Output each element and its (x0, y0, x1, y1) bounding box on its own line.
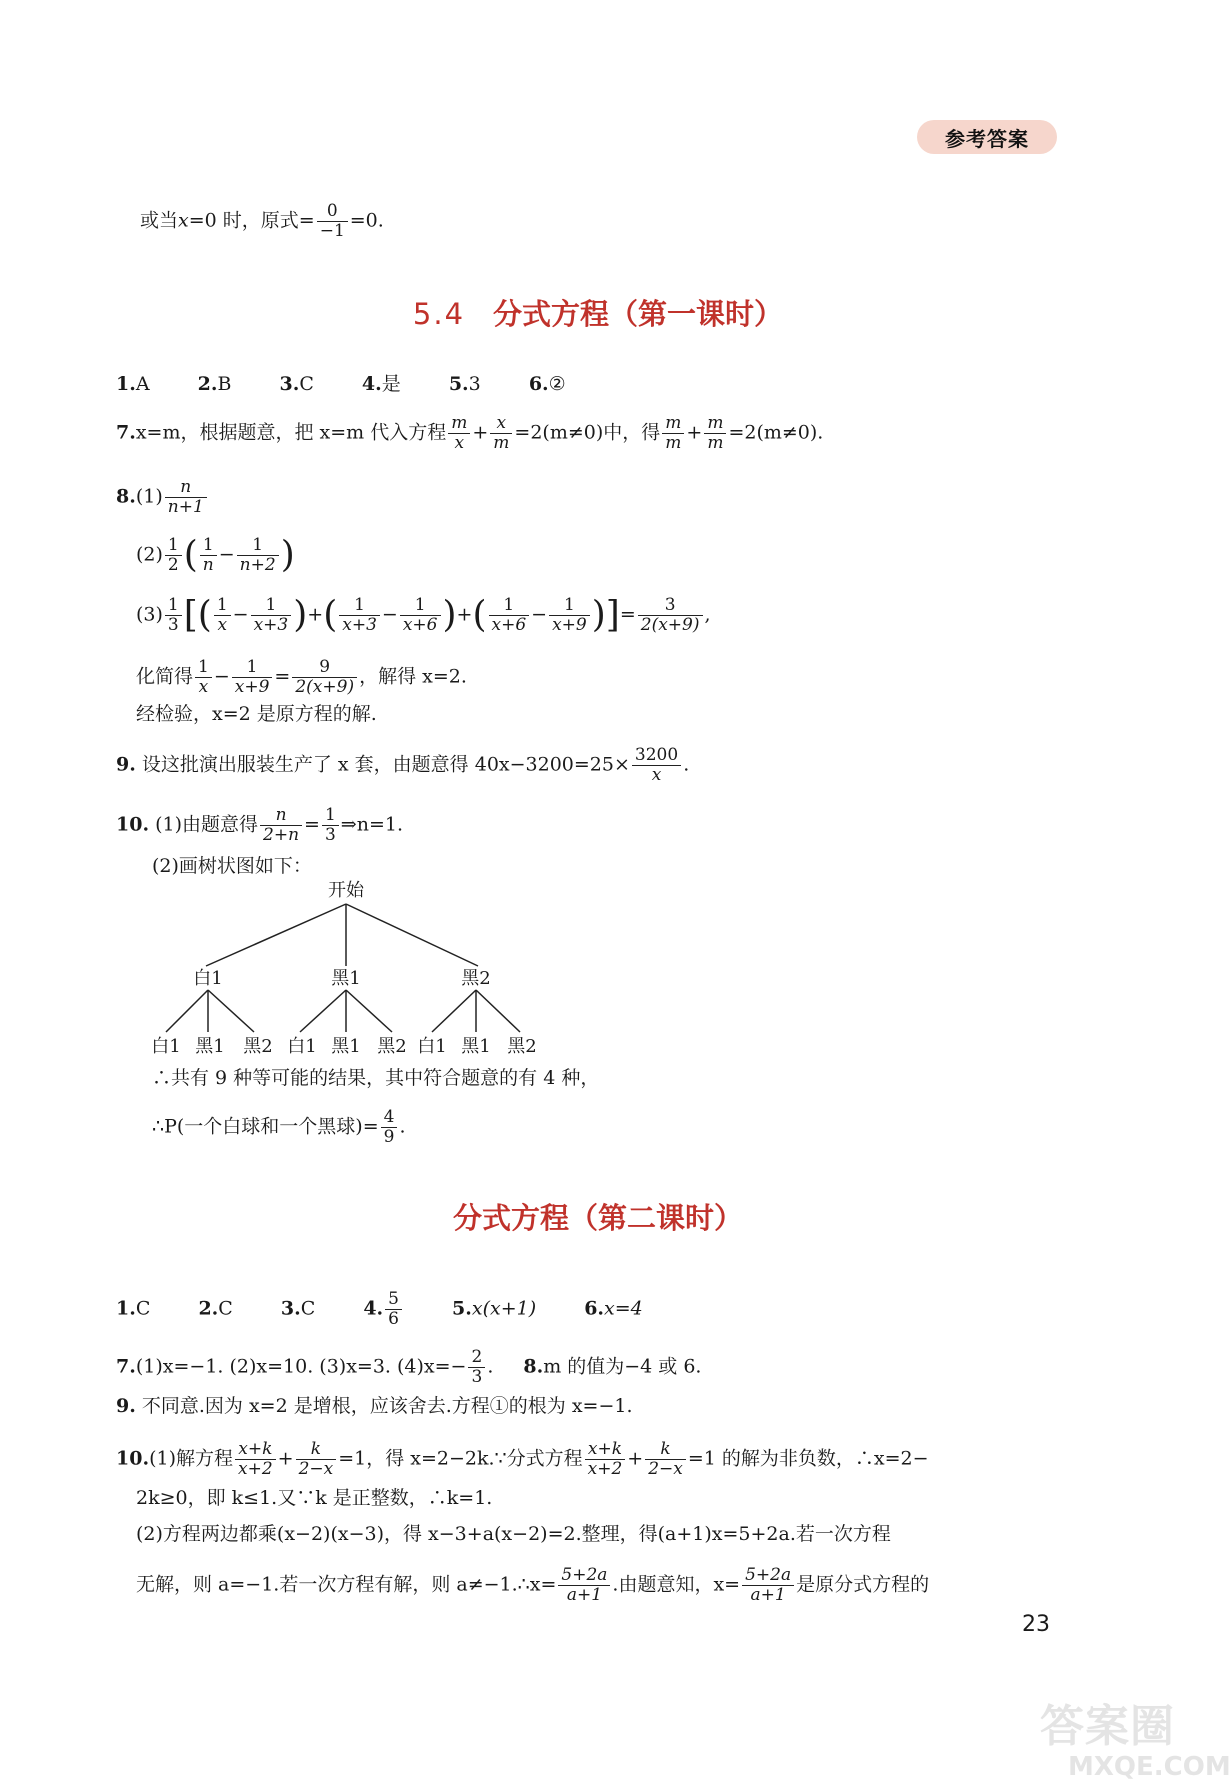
tree-leaf: 黑1 (195, 1036, 225, 1057)
q10-frac2 (296, 1440, 337, 1479)
plus-sign: + (686, 421, 703, 444)
frac-den: n (202, 555, 214, 575)
q-num: 9. (116, 1395, 136, 1417)
frac-num: 1 (232, 658, 273, 678)
frac-num: x (490, 414, 512, 434)
right-paren: ) (591, 594, 606, 636)
q-num: 2. (198, 1297, 219, 1320)
section-title-5-4 (0, 292, 1196, 333)
q8-text: m 的值为−4 或 6. (543, 1355, 702, 1378)
q10-g2 (742, 1566, 794, 1605)
q10-text: 无解，则 a=−1.若一次方程有解，则 a≠−1.∴x= (136, 1573, 557, 1596)
frac-num: 5+2a (742, 1566, 794, 1586)
frac-num: m (662, 414, 684, 434)
frac-num: x+k (235, 1440, 276, 1460)
frac-den: x+3 (342, 615, 377, 635)
term-2 (251, 596, 292, 635)
frac-num: 1 (165, 536, 182, 556)
frac-den: x+3 (253, 615, 289, 635)
s1-q7 (116, 414, 823, 453)
tree-leaf: 黑1 (331, 1036, 361, 1057)
term-6 (549, 596, 590, 635)
s2-q7-q8 (116, 1348, 701, 1387)
tree-edge (208, 990, 254, 1032)
tree-edge (166, 990, 208, 1032)
left-paren: ( (472, 594, 487, 636)
q-answer: C (218, 1297, 233, 1320)
third-frac (165, 596, 182, 635)
frac-den: m (665, 433, 682, 453)
part-label: (1) (135, 485, 163, 508)
left-bracket: [ (183, 594, 198, 636)
frac-den: n+2 (239, 555, 276, 575)
section-title-2: 分式方程（第二课时） (452, 1201, 743, 1235)
q4-frac (385, 1290, 402, 1329)
q-num: 7. (116, 1355, 136, 1378)
q10-text: .由题意知，x= (612, 1573, 741, 1596)
frac-num: n (165, 478, 207, 498)
intro-frac-den: −1 (319, 221, 345, 241)
frac-den: 2(x+9) (295, 677, 355, 697)
intro-fraction (317, 202, 348, 241)
tree-edge (432, 990, 476, 1032)
tree-edge (346, 990, 392, 1032)
q9-frac (632, 746, 681, 785)
frac-num: 1 (200, 536, 217, 556)
s1-answers-1-6 (116, 370, 566, 398)
s-frac-1 (195, 658, 212, 697)
frac-num: 1 (237, 536, 279, 556)
s1-q10-part1: 10. (1)由题意得 $\frac{n}{2+n}$ = $\frac{1}{3}$ ⇒n=1. (116, 805, 404, 845)
q7-frac (468, 1348, 485, 1387)
right-paren: ) (280, 534, 295, 576)
q7-text1: x=m，根据题意，把 x=m 代入方程 (135, 421, 447, 444)
frac-den: x (454, 433, 465, 453)
prob-text: ∴P(一个白球和一个黑球)= (152, 1115, 379, 1138)
q-num: 8. (523, 1355, 544, 1378)
result-frac (638, 596, 703, 635)
frac-num: 1 (214, 596, 231, 616)
q10-frac3 (585, 1440, 626, 1479)
s1-q8-part3: (3) $\frac{1}{3}$ [( $\frac{1}{x}$ − $\frac{1}{x+3}$ )+( $\frac{1}{x+3}$ − $\frac{1}{x+6}$ )+( $\frac{1}{x+6}$ − $\frac{1}{x+9}$ )]= $\frac{3}{2(x+9)}$ , (136, 594, 711, 636)
q7-tail: . (487, 1355, 494, 1378)
s1-q9 (116, 746, 689, 785)
s2-q10-line3: (2)方程两边都乘(x−2)(x−3)，得 x−3+a(x−2)=2.整理，得(a+1)x=5+2a.若一次方程 (136, 1523, 891, 1545)
frac-den: x (217, 615, 228, 635)
section-title-text: 分式方程（第一课时） (493, 297, 784, 331)
frac-den: a+1 (750, 1585, 786, 1605)
q-answer: x(x+1) (471, 1297, 537, 1320)
q-num: 6. (584, 1297, 605, 1320)
frac-den: 3 (471, 1367, 483, 1387)
q-num: 4. (363, 1297, 384, 1320)
solve-text: ，解得 x=2. (359, 665, 467, 688)
half-frac (165, 536, 182, 575)
q-answer: C (299, 373, 314, 395)
part-label: (3) (136, 603, 163, 626)
q-num: 8. (116, 485, 136, 508)
q10-text: 是原分式方程的 (796, 1573, 930, 1596)
s2-answers-1-6 (116, 1290, 643, 1329)
tree-leaf: 白1 (417, 1036, 447, 1057)
tree-leaf: 黑2 (243, 1036, 273, 1057)
q10-frac1 (260, 806, 302, 845)
frac-den: 2−x (298, 1459, 334, 1479)
q-answer: C (300, 1297, 316, 1320)
q7-text3: =2(m≠0). (728, 421, 824, 444)
frac-den: x+2 (587, 1459, 623, 1479)
right-bracket: ] (605, 594, 620, 636)
frac-num: 5+2a (558, 1566, 610, 1586)
s2-q10-line4 (136, 1566, 929, 1605)
tree-edge (300, 990, 346, 1032)
q10-text: =1，得 x=2−2k.∵分式方程 (338, 1447, 583, 1470)
frac-num: k (645, 1440, 686, 1460)
q7-frac2 (490, 414, 512, 453)
term-5 (489, 596, 530, 635)
frac-den: m (707, 433, 724, 453)
tree-node-l1: 黑1 (331, 968, 361, 989)
frac-num: 1 (339, 596, 380, 616)
tree-leaf: 白1 (151, 1036, 181, 1057)
frac-num: 1 (489, 596, 530, 616)
q9-text: 设这批演出服装生产了 x 套，由题意得 40x−3200=25× (141, 753, 630, 776)
q10-tail: ⇒n=1. (340, 813, 404, 836)
frac-den: x+6 (402, 615, 438, 635)
tree-node-l1: 白1 (193, 968, 223, 989)
frac-den: x (651, 765, 662, 785)
frac-den: a+1 (566, 1585, 603, 1605)
tree-leaf: 白1 (287, 1036, 317, 1057)
tree-edge (476, 990, 520, 1032)
frac-a (200, 536, 217, 575)
q7-frac4 (704, 414, 726, 453)
q-num: 3. (279, 373, 300, 395)
term-4 (400, 596, 441, 635)
left-paren: ( (197, 594, 212, 636)
intro-tail: =0. (349, 209, 384, 232)
q10-frac4 (645, 1440, 686, 1479)
prob-frac (381, 1108, 398, 1147)
frac-den: x+2 (237, 1459, 273, 1479)
q10-text: (1)由题意得 (155, 813, 259, 836)
tree-node-l1: 黑2 (461, 968, 491, 989)
q10-frac2 (322, 806, 339, 845)
tree-root: 开始 (328, 880, 364, 901)
frac-b (237, 536, 279, 575)
plus-sign: + (472, 421, 489, 444)
frac-den: x (198, 677, 209, 697)
q10-g1 (558, 1566, 610, 1605)
q-answer: ② (548, 373, 566, 395)
q-answer: B (217, 373, 232, 395)
frac-den: 2+n (263, 825, 300, 845)
q10-text: =1 的解为非负数，∴x=2− (687, 1447, 929, 1470)
s1-q10-conclusion2 (152, 1108, 406, 1147)
q-answer: A (135, 373, 150, 395)
frac-num: 1 (322, 806, 339, 826)
q9-text: 不同意.因为 x=2 是增根，应该舍去.方程①的根为 x=−1. (141, 1395, 633, 1417)
frac-den: 6 (388, 1309, 399, 1329)
right-paren: ) (293, 594, 308, 636)
frac-num: 5 (385, 1290, 402, 1310)
q10-text: (1)解方程 (149, 1447, 233, 1470)
s-frac-2 (232, 658, 273, 697)
frac-num: 9 (292, 658, 357, 678)
q7-text: (1)x=−1. (2)x=10. (3)x=3. (4)x=− (135, 1355, 467, 1378)
q-answer: x=4 (604, 1297, 643, 1320)
q-num: 5. (452, 1297, 472, 1320)
tree-leaf: 黑2 (377, 1036, 407, 1057)
frac-den: 2−x (648, 1459, 683, 1479)
intro-var: x (178, 209, 189, 232)
s1-q8-check: 经检验，x=2 是原方程的解. (136, 703, 377, 725)
frac-num: n (260, 806, 302, 826)
q8-p1-frac (165, 478, 207, 517)
q-num: 5. (448, 373, 469, 395)
left-paren: ( (183, 534, 198, 576)
intro-frac-num: 0 (317, 202, 348, 222)
left-paren: ( (323, 594, 338, 636)
frac-num: 3 (638, 596, 703, 616)
q-num: 2. (197, 373, 218, 395)
term-1 (214, 596, 231, 635)
right-paren: ) (442, 594, 457, 636)
intro-cond: =0 时，原式= (188, 209, 315, 232)
q-answer: 是 (381, 373, 401, 395)
q-num: 9. (116, 753, 136, 776)
simplify-label: 化简得 (136, 665, 194, 688)
q9-tail: . (683, 753, 690, 776)
section-number: 5.4 (412, 297, 466, 331)
q-num: 6. (528, 373, 549, 395)
frac-den: 9 (383, 1127, 395, 1147)
q-num: 10. (116, 1447, 150, 1470)
watermark-url: MXQE.COM (1068, 1752, 1231, 1782)
q10-frac1 (235, 1440, 276, 1479)
frac-num: m (704, 414, 726, 434)
frac-den: 2 (167, 555, 179, 575)
q-num: 4. (361, 373, 382, 395)
s2-q10-line1: 10.(1)解方程 $\frac{x+k}{x+2}$ + $\frac{k}{2-x}$ =1，得 x=2−2k.∵分式方程 $\frac{x+k}{x+2}$ + $\frac{k}{2-x}$ =1 的解为非负数，∴x=2− (116, 1439, 929, 1479)
q-num: 10. (116, 813, 150, 836)
frac-num: 1 (400, 596, 441, 616)
q7-text2: =2(m≠0)中，得 (514, 421, 661, 444)
s2-q10-line2: 2k≥0，即 k≤1.又∵k 是正整数，∴k=1. (136, 1487, 493, 1509)
frac-num: 1 (251, 596, 292, 616)
frac-den: x+9 (234, 677, 270, 697)
frac-num: 3200 (632, 746, 681, 766)
frac-num: 1 (165, 596, 182, 616)
s1-q8-part2: (2) $\frac{1}{2}$ ( $\frac{1}{n}$ − $\frac{1}{n+2}$ ) (136, 534, 295, 576)
q-num: 1. (116, 1297, 136, 1320)
frac-den: n+1 (167, 497, 204, 517)
tree-leaf: 黑1 (461, 1036, 491, 1057)
s1-q8-part1 (116, 478, 209, 517)
frac-den: 3 (324, 825, 336, 845)
frac-num: m (448, 414, 470, 434)
watermark-logo: 答案圈 (1040, 1701, 1175, 1752)
q-answer: C (135, 1297, 151, 1320)
s1-q10-conclusion1: ∴共有 9 种等可能的结果，其中符合题意的有 4 种， (152, 1067, 600, 1089)
s-frac-3 (292, 658, 357, 697)
frac-num: 2 (468, 1348, 485, 1368)
term-3 (339, 596, 380, 635)
frac-den: 3 (167, 615, 179, 635)
part-label: (2) (136, 543, 163, 566)
intro-prefix: 或当 (140, 209, 179, 232)
prob-tail: . (399, 1115, 406, 1138)
tree-edge (206, 904, 346, 966)
frac-num: x+k (585, 1440, 626, 1460)
frac-den: 2(x+9) (640, 615, 700, 635)
q-answer: 3 (468, 373, 481, 395)
s1-q8-simplify: 化简得 $\frac{1}{x}$ − $\frac{1}{x+9}$ = $\frac{9}{2(x+9)}$ ，解得 x=2. (136, 657, 467, 697)
frac-den: m (493, 433, 510, 453)
intro-line (140, 202, 384, 241)
frac-num: 1 (549, 596, 590, 616)
s2-q9 (116, 1392, 633, 1420)
s1-q10-part2: (2)画树状图如下： (152, 855, 312, 877)
q-num: 7. (116, 421, 136, 444)
q7-frac3 (662, 414, 684, 453)
frac-num: 1 (195, 658, 212, 678)
frac-den: x+6 (491, 615, 527, 635)
q-num: 3. (280, 1297, 301, 1320)
tree-edge (346, 904, 478, 966)
answer-key-badge: 参考答案 (917, 120, 1057, 154)
frac-num: k (296, 1440, 337, 1460)
page-number: 23 (1022, 1612, 1050, 1637)
tree-leaf: 黑2 (507, 1036, 537, 1057)
frac-den: x+9 (552, 615, 587, 635)
q-num: 1. (116, 373, 136, 395)
q7-frac1 (448, 414, 470, 453)
frac-num: 4 (381, 1108, 398, 1128)
